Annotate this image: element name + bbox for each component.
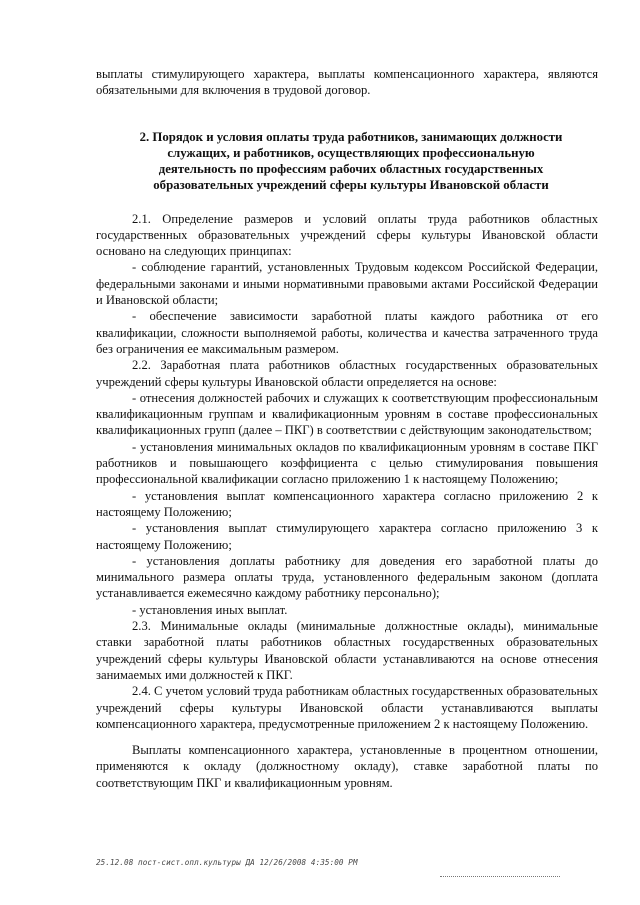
- list-item: - установления выплат стимулирующего характера согласно приложению 3 к настоящему Положению;: [96, 521, 598, 552]
- paragraph-2-4: 2.4. С учетом условий труда работникам областных государственных образовательных учреждений сферы культуры Ивановской области устанавливаются выплаты компенсационного характера, предусмотренные приложением 2 к настоящему Положению.: [96, 684, 598, 731]
- list-item: - обеспечение зависимости заработной платы каждого работника от его квалификации, сложности выполняемой работы, количества и качества затраченного труда без ограничения ее максимальным размером.: [96, 309, 598, 356]
- section-heading-line: деятельность по профессиям рабочих областных государственных: [158, 161, 544, 176]
- list-item: - отнесения должностей рабочих и служащих к соответствующим профессиональным квалификационным группам и квалификационным уровням в составе профессиональных квалификационных групп (далее – ПКГ) в соответствии с действующим законодательством;: [96, 390, 598, 438]
- file-footer: 25.12.08 пост-сист.опл.культуры ДА 12/26/2008 4:35:00 PM: [96, 858, 358, 867]
- paragraph-compensation: Выплаты компенсационного характера, установленные в процентном отношении, применяются к окладу (должностному окладу), ставке заработной платы по соответствующим ПКГ и квалификационным уровням.: [96, 743, 598, 790]
- list-item: - установления выплат компенсационного характера согласно приложению 2 к настоящему Положению;: [96, 488, 598, 519]
- section-heading-line: 2. Порядок и условия оплаты труда работников, занимающих должности: [139, 129, 563, 144]
- footer-divider: [440, 876, 560, 877]
- list-item: - установления доплаты работнику для доведения его заработной платы до минимального размера оплаты труда, установленного федеральным законом (доплата устанавливается ежемесячно каждому работнику персонально);: [96, 553, 598, 601]
- list-item: - установления минимальных окладов по квалификационным уровням в составе ПКГ работников и повышающего коэффициента с целью стимулирования повышения профессиональной квалификации согласно приложению 1 к настоящему Положению;: [96, 439, 598, 487]
- section-heading-line: образовательных учреждений сферы культуры Ивановской области: [153, 177, 549, 192]
- intro-paragraph: выплаты стимулирующего характера, выплаты компенсационного характера, являются обязательными для включения в трудовой договор.: [96, 67, 598, 98]
- section-heading: [96, 129, 598, 193]
- paragraph-2-2: 2.2. Заработная плата работников областных государственных образовательных учреждений сферы культуры Ивановской области определяется на основе:: [96, 358, 598, 389]
- paragraph-2-3: 2.3. Минимальные оклады (минимальные должностные оклады), минимальные ставки заработной платы работников областных государственных образовательных учреждений сферы культуры Ивановской области устанавливаются на основе отнесения занимаемых ими должностей к ПКГ.: [96, 619, 598, 682]
- list-item: - соблюдение гарантий, установленных Трудовым кодексом Российской Федерации, федеральными законами и иными нормативными правовыми актами Российской Федерации и Ивановской области;: [96, 260, 598, 308]
- section-heading-line: служащих, и работников, осуществляющих профессиональную: [167, 145, 535, 160]
- paragraph-2-1: 2.1. Определение размеров и условий оплаты труда работников областных государственных образовательных учреждений сферы культуры Ивановской области основано на следующих принципах:: [96, 211, 598, 259]
- list-item: - установления иных выплат.: [132, 602, 288, 617]
